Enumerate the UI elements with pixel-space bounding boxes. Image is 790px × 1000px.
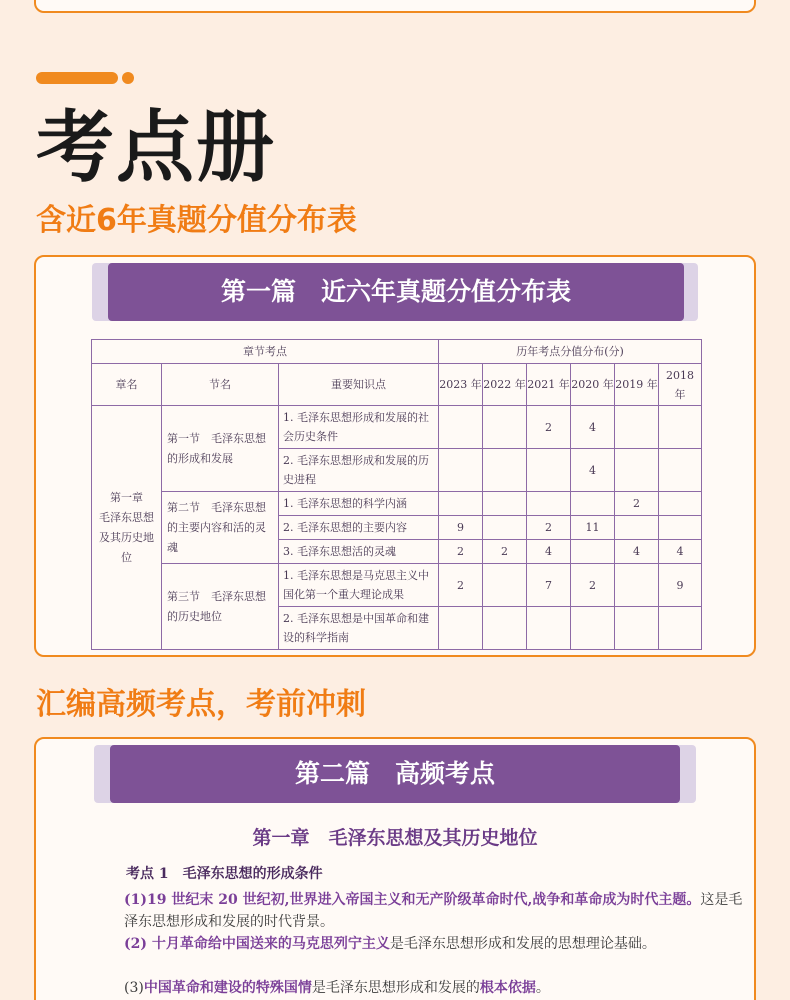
score-cell [659,406,702,449]
point-cell: 1. 毛泽东思想形成和发展的社会历史条件 [279,406,439,449]
paragraph-2-text: 是毛泽东思想形成和发展的思想理论基础。 [389,936,656,952]
score-cell [615,564,659,607]
key-point-title: 考点 1 毛泽东思想的形成条件 [126,866,323,882]
paragraph-3-prefix: (3) [124,980,144,996]
point-cell: 2. 毛泽东思想的主要内容 [279,516,439,540]
score-distribution-table [91,339,702,650]
score-cell: 9 [439,516,483,540]
score-cell: 2 [571,564,615,607]
point-cell: 2. 毛泽东思想是中国革命和建设的科学指南 [279,607,439,650]
key-points-card [34,737,756,1000]
score-cell: 4 [527,540,571,564]
distribution-card [34,255,756,657]
score-cell [615,449,659,492]
top-card-edge [34,0,756,13]
col-year: 2022 年 [483,364,527,406]
score-cell [439,449,483,492]
score-cell: 2 [483,540,527,564]
score-cell [483,564,527,607]
score-cell [483,449,527,492]
score-cell [615,607,659,650]
point-cell: 3. 毛泽东思想活的灵魂 [279,540,439,564]
score-cell [439,492,483,516]
point-cell: 1. 毛泽东思想是马克思主义中国化第一个重大理论成果 [279,564,439,607]
score-cell: 4 [615,540,659,564]
col-year: 2021 年 [527,364,571,406]
col-year: 2020 年 [571,364,615,406]
subtitle-high-frequency: 汇编高频考点，考前冲刺 [36,687,366,722]
score-cell [571,540,615,564]
col-chapter: 章名 [92,364,162,406]
col-section: 节名 [162,364,279,406]
col-year: 2019 年 [615,364,659,406]
score-cell: 4 [659,540,702,564]
group-header-left: 章节考点 [92,340,439,364]
score-cell [659,516,702,540]
table-row [92,406,702,449]
score-cell [659,449,702,492]
section2-banner: 第二篇 高频考点 [110,745,680,803]
score-cell [571,492,615,516]
paragraph-3-end: 。 [535,980,550,996]
page-title: 考点册 [36,103,277,193]
accent-dot [122,72,134,84]
score-cell [659,607,702,650]
key-point-heading [124,863,744,885]
group-header-right: 历年考点分值分布(分) [439,340,702,364]
paragraph-1-text: 这是毛泽东思想形成和发展的时代背景。 [124,892,743,930]
table-row [92,492,702,516]
table-row [92,564,702,607]
paragraph-1-highlight: (1)19 世纪末 20 世纪初,世界进入帝国主义和无产阶级革命时代,战争和革命成为时代主题。 [124,892,701,908]
score-cell [483,406,527,449]
score-cell: 11 [571,516,615,540]
point-cell: 1. 毛泽东思想的科学内涵 [279,492,439,516]
section-cell: 第二节 毛泽东思想的主要内容和活的灵魂 [162,492,279,564]
chapter-cell: 第一章 毛泽东思想及其历史地位 [92,406,162,650]
score-cell: 2 [439,564,483,607]
score-cell [527,492,571,516]
paragraph-3-highlight: 中国革命和建设的特殊国情 [143,980,312,996]
accent-bar [36,72,118,84]
col-year: 2018 年 [659,364,702,406]
paragraph-2-highlight: (2) 十月革命给中国送来的马克思列宁主义 [124,936,390,952]
score-cell [527,607,571,650]
paragraph-3-text: 是毛泽东思想形成和发展的 [311,980,480,996]
section-cell: 第三节 毛泽东思想的历史地位 [162,564,279,650]
paragraph-3-highlight-2: 根本依据 [479,980,536,996]
score-cell: 2 [527,516,571,540]
score-cell [615,406,659,449]
subtitle-distribution: 含近6年真题分值分布表 [36,203,357,238]
col-year: 2023 年 [439,364,483,406]
score-cell: 2 [439,540,483,564]
score-cell [439,607,483,650]
score-cell [615,516,659,540]
score-cell: 4 [571,449,615,492]
chapter-title: 第一章 毛泽东思想及其历史地位 [252,827,538,849]
score-cell: 7 [527,564,571,607]
score-cell: 9 [659,564,702,607]
score-cell [439,406,483,449]
section-cell: 第一节 毛泽东思想的形成和发展 [162,406,279,492]
paragraph-1 [124,889,744,933]
score-cell [483,607,527,650]
col-point: 重要知识点 [279,364,439,406]
score-cell: 2 [527,406,571,449]
score-cell: 4 [571,406,615,449]
paragraph-3 [124,977,744,999]
score-cell [483,492,527,516]
score-cell [571,607,615,650]
section1-banner: 第一篇 近六年真题分值分布表 [108,263,684,321]
paragraph-2 [124,933,744,955]
point-cell: 2. 毛泽东思想形成和发展的历史进程 [279,449,439,492]
score-cell [483,516,527,540]
score-cell [659,492,702,516]
score-cell: 2 [615,492,659,516]
score-cell [527,449,571,492]
